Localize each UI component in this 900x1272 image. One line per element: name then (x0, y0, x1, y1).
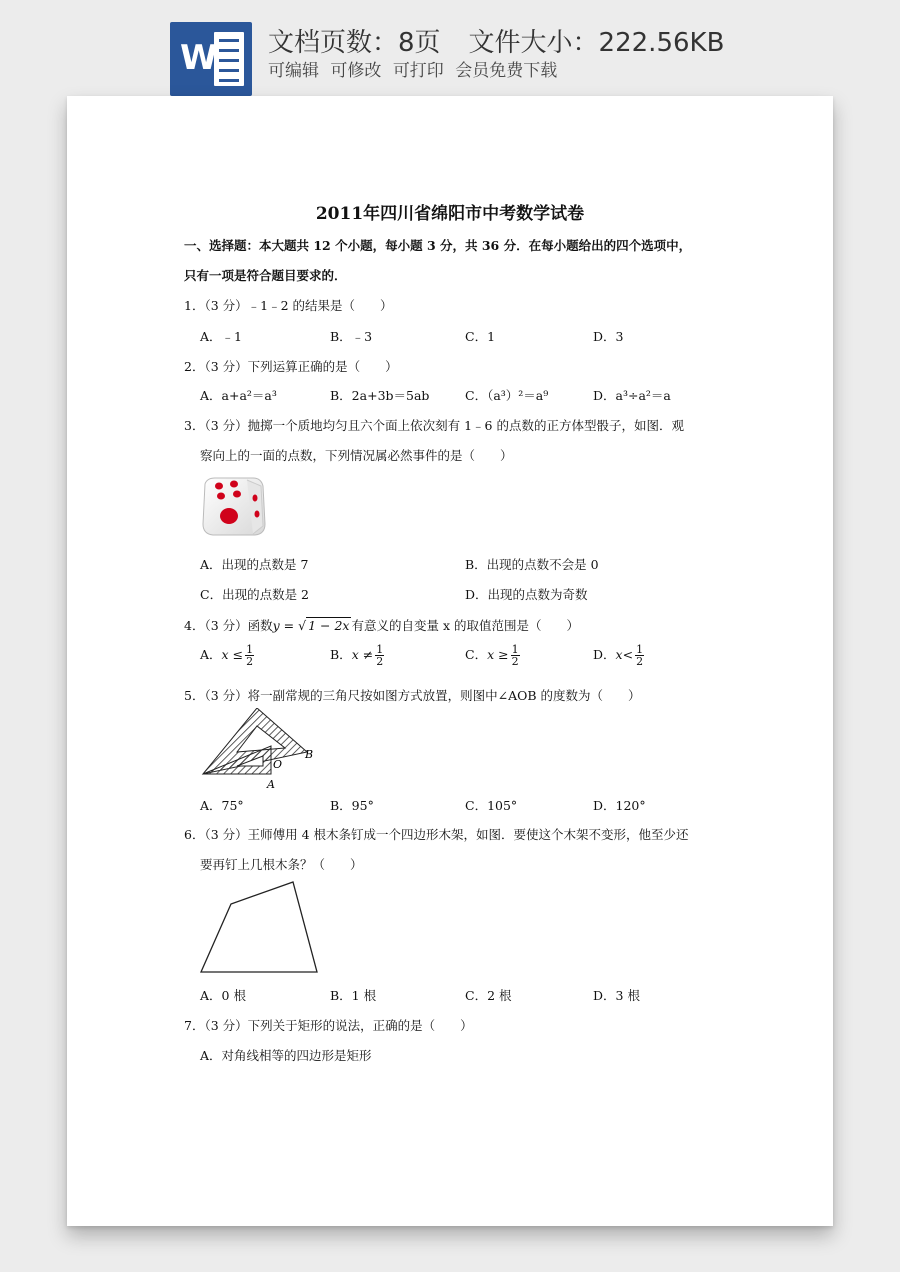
q6-option-a: A．0 根 (200, 988, 246, 1003)
q3-option-c: C．出现的点数是 2 (200, 587, 309, 602)
file-size: 文件大小：222.56KB (468, 28, 725, 58)
q6-option-d: D．3 根 (593, 988, 640, 1003)
q4-option-d: D．x< $\frac{1}{2}$ (593, 643, 644, 668)
q4-option-b: B．x ≠ $\frac{1}{2}$ (330, 643, 384, 668)
question-3-cont: 察向上的一面的点数，下列情况属必然事件的是（ ） (200, 448, 513, 463)
question-2: 2．（3 分）下列运算正确的是（ ） (184, 359, 398, 374)
dice-figure (199, 476, 269, 538)
q2-option-c: C．（a³）²＝a⁹ (465, 388, 549, 403)
question-1: 1．（3 分）﹣1﹣2 的结果是（ ） (184, 298, 393, 313)
q4-stem-suffix: 有意义的自变量 x 的取值范围是（ ） (351, 618, 579, 633)
feature-editable: 可编辑 (268, 61, 319, 81)
label-o: O (273, 758, 283, 771)
q4-equals: = (279, 618, 299, 633)
feature-member-download: 会员免费下载 (455, 61, 558, 81)
q1-option-a: A．﹣1 (200, 329, 242, 344)
document-page (67, 96, 833, 1226)
feature-modifiable: 可修改 (330, 61, 382, 81)
q5-option-b: B．95° (330, 798, 374, 813)
question-6-cont: 要再钉上几根木条？（ ） (200, 857, 363, 872)
q5-option-d: D．120° (593, 798, 646, 813)
question-6: 6．（3 分）王师傅用 4 根木条钉成一个四边形木架，如图．要使这个木架不变形，他至少还 (184, 827, 689, 842)
q1-option-b: B．﹣3 (330, 329, 373, 344)
exam-title: 2011年四川省绵阳市中考数学试卷 (315, 204, 585, 224)
question-5: 5．（3 分）将一副常规的三角尺按如图方式放置，则图中∠AOB 的度数为（ ） (184, 688, 641, 703)
section-heading: 一、选择题：本大题共 12 个小题，每小题 3 分，共 36 分．在每小题给出的四个选项中， (184, 238, 692, 253)
question-4: 4．（3 分）函数y = √ 1 − 2x 有意义的自变量 x 的取值范围是（ ） (184, 618, 579, 633)
q4-option-c: C．x ≥ $\frac{1}{2}$ (465, 643, 519, 668)
q3-option-b: B．出现的点数不会是 0 (465, 557, 599, 572)
question-7: 7．（3 分）下列关于矩形的说法，正确的是（ ） (184, 1018, 473, 1033)
q5-option-c: C．105° (465, 798, 518, 813)
q1-option-c: C．1 (465, 329, 496, 344)
q2-option-d: D．a³÷a²＝a (593, 388, 671, 403)
question-3: 3．（3 分）抛掷一个质地均匀且六个面上依次刻有 1﹣6 的点数的正方体型骰子，如图．观 (184, 418, 684, 433)
q4-option-a: A．x ≤ $\frac{1}{2}$ (200, 643, 254, 668)
word-logo-letter: W (180, 38, 218, 78)
triangle-rulers-figure (197, 708, 322, 794)
page-count: 文档页数：8页 (268, 28, 441, 58)
q2-option-b: B．2a+3b＝5ab (330, 388, 430, 403)
feature-printable: 可打印 (392, 61, 444, 81)
feature-list (268, 56, 563, 81)
q5-option-a: A．75° (200, 798, 244, 813)
q2-option-a: A．a+a²＝a³ (200, 388, 277, 403)
q7-option-a: A．对角线相等的四边形是矩形 (200, 1048, 372, 1063)
q3-option-d: D．出现的点数为奇数 (465, 587, 588, 602)
section-heading-cont: 只有一项是符合题目要求的． (184, 268, 347, 283)
quadrilateral-figure (197, 878, 322, 976)
label-b: B (305, 748, 314, 761)
q1-option-d: D．3 (593, 329, 624, 344)
q4-func-var: y (272, 618, 280, 633)
document-info (268, 22, 724, 59)
label-a: A (267, 778, 275, 791)
q4-stem-prefix: 4．（3 分）函数 (184, 618, 273, 633)
q3-option-a: A．出现的点数是 7 (200, 557, 309, 572)
q6-option-b: B．1 根 (330, 988, 377, 1003)
q6-option-c: C．2 根 (465, 988, 512, 1003)
word-document-icon (170, 22, 252, 96)
q4-radicand: 1 − 2x (308, 618, 350, 633)
